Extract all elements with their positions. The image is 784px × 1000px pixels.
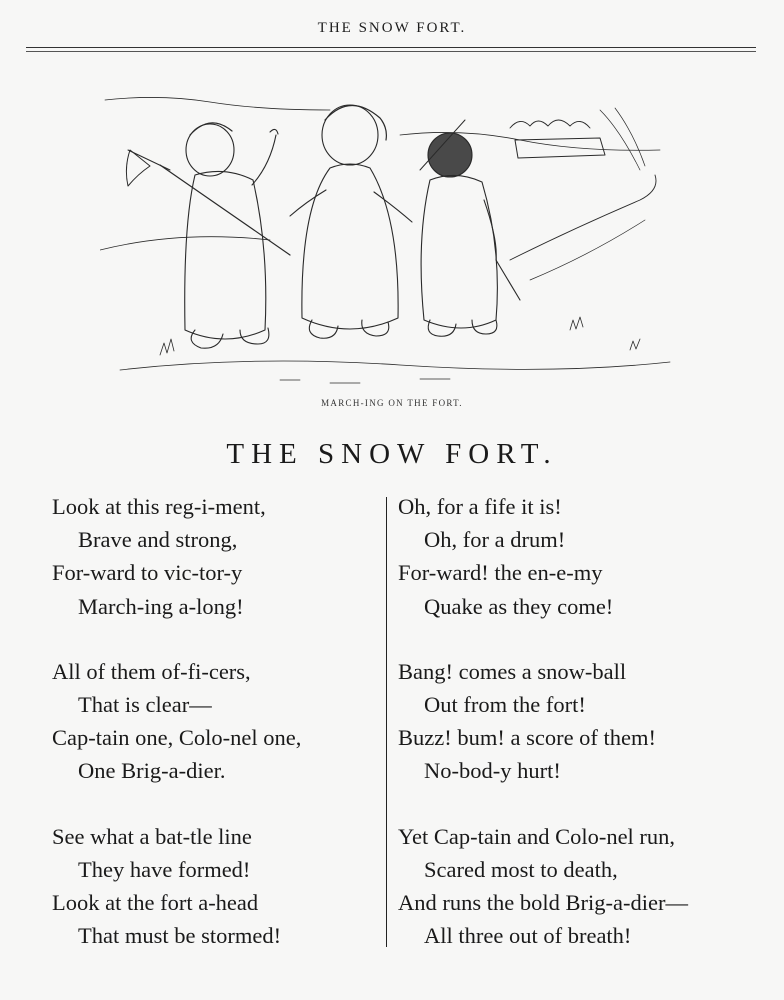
stanza bbox=[52, 655, 402, 788]
poem-line: That must be stormed! bbox=[78, 923, 282, 949]
poem-line: Out from the fort! bbox=[424, 692, 586, 718]
poem-line: Yet Cap-tain and Colo-nel run, bbox=[398, 823, 676, 849]
poem-line: Buzz! bum! a score of them! bbox=[398, 725, 657, 751]
poem-line: That is clear— bbox=[78, 692, 212, 718]
poem-line: All three out of breath! bbox=[424, 923, 632, 949]
stanza bbox=[52, 820, 402, 953]
poem-line: March-ing a-long! bbox=[78, 593, 244, 619]
stanza bbox=[398, 490, 748, 623]
poem-column-left bbox=[52, 490, 402, 984]
illustration-children-marching bbox=[100, 80, 680, 390]
stanza bbox=[398, 820, 748, 953]
poem-line: And runs the bold Brig-a-dier— bbox=[398, 890, 688, 916]
illustration-caption: MARCH-ING ON THE FORT. bbox=[321, 398, 463, 408]
poem-line: Look at this reg-i-ment, bbox=[52, 494, 266, 519]
running-head: THE SNOW FORT. bbox=[317, 20, 467, 36]
poem-title: THE SNOW FORT. bbox=[226, 438, 558, 470]
header-rule-top bbox=[26, 47, 756, 48]
poem-line: Oh, for a fife it is! bbox=[398, 494, 562, 519]
poem-line: For-ward to vic-tor-y bbox=[52, 560, 243, 586]
column-divider bbox=[386, 497, 387, 947]
header-rule-bottom bbox=[26, 51, 756, 52]
poem-line: They have formed! bbox=[78, 856, 251, 882]
poem-line: Quake as they come! bbox=[424, 593, 614, 619]
poem-line: See what a bat-tle line bbox=[52, 823, 252, 849]
stanza bbox=[52, 490, 402, 623]
poem-line: Brave and strong, bbox=[78, 527, 238, 553]
poem-line: Cap-tain one, Colo-nel one, bbox=[52, 725, 302, 751]
poem-line: For-ward! the en-e-my bbox=[398, 560, 603, 586]
poem-line: All of them of-fi-cers, bbox=[52, 658, 251, 684]
stanza bbox=[398, 655, 748, 788]
poem-line: Bang! comes a snow-ball bbox=[398, 658, 627, 684]
poem-column-right bbox=[398, 490, 748, 984]
poem-line: Oh, for a drum! bbox=[424, 527, 566, 553]
poem-line: Look at the fort a-head bbox=[52, 890, 259, 916]
poem-line: No-bod-y hurt! bbox=[424, 758, 561, 784]
poem-line: Scared most to death, bbox=[424, 856, 618, 882]
poem-line: One Brig-a-dier. bbox=[78, 758, 226, 784]
